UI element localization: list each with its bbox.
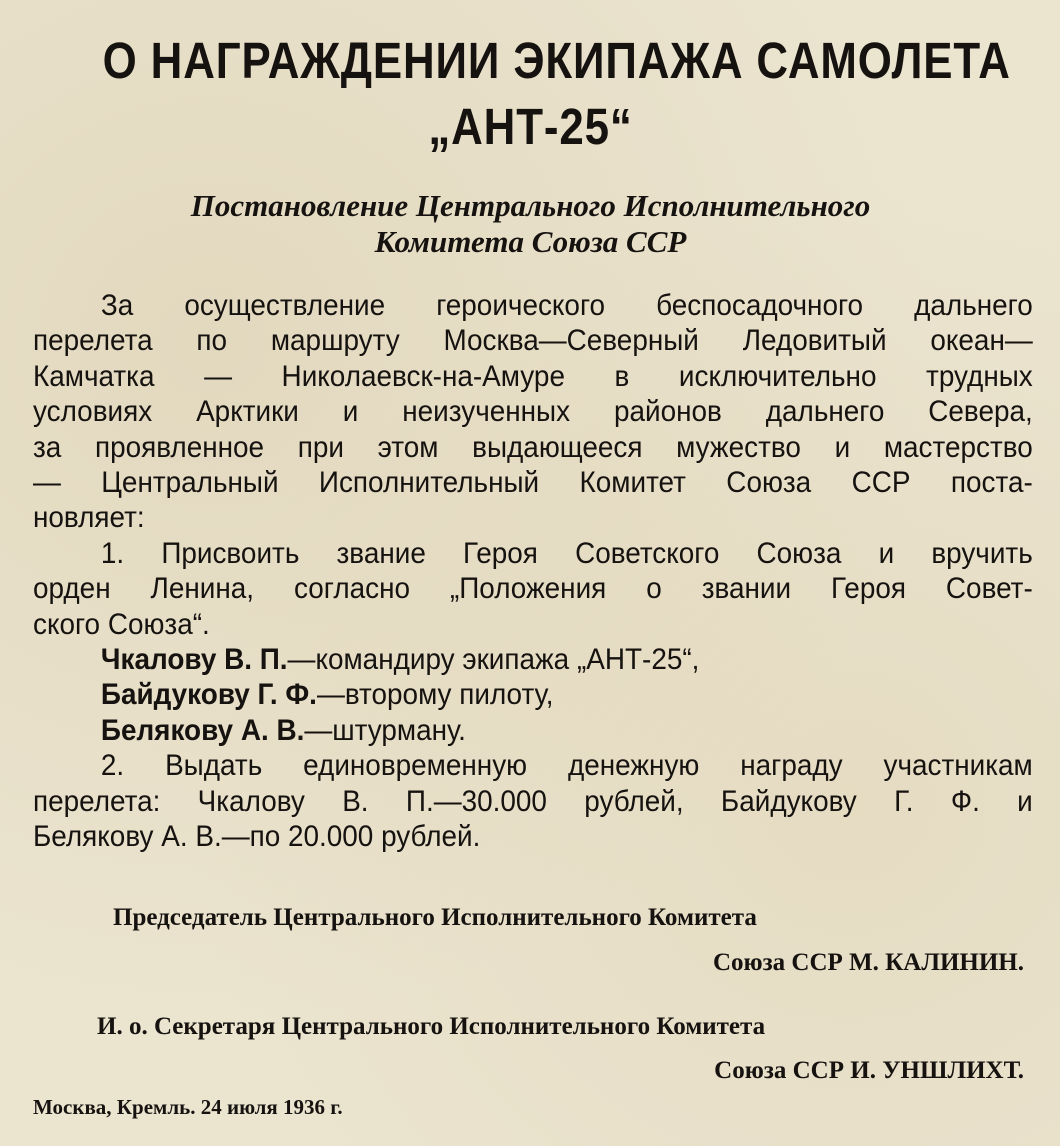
awardee-row bbox=[33, 713, 1033, 748]
awardee-name: Байдукову Г. Ф. bbox=[100, 678, 317, 712]
awardees-list bbox=[33, 642, 1033, 748]
awardee-name: Чкалову В. П. bbox=[100, 643, 288, 677]
item-2-line: перелета: Чкалову В. П.—30.000 рублей, Байдукову Г. Ф. и bbox=[33, 784, 1033, 818]
awardee-row bbox=[33, 677, 1033, 712]
awardee-row bbox=[33, 642, 1033, 677]
preamble-line: новляет: bbox=[33, 501, 145, 535]
awardee-role: —штурману. bbox=[304, 713, 466, 747]
awardee-name: Белякову А. В. bbox=[100, 713, 305, 747]
preamble-line: — Центральный Исполнительный Комитет Союза ССР поста- bbox=[33, 466, 1033, 500]
preamble-line: перелета по маршруту Москва—Северный Ледовитый океан— bbox=[33, 324, 1033, 358]
awardee-role: —командиру экипажа „АНТ-25“, bbox=[287, 643, 700, 677]
chairman-name: Союза ССР М. КАЛИНИН. bbox=[712, 949, 1024, 976]
subtitle bbox=[33, 188, 1028, 260]
subtitle-line-2: Комитета Союза ССР bbox=[374, 224, 687, 259]
place-and-date: Москва, Кремль. 24 июля 1936 г. bbox=[33, 1095, 343, 1119]
item-2-line: 2. Выдать единовременную денежную награду участникам bbox=[100, 749, 1033, 783]
item-1-line: 1. Присвоить звание Героя Советского Союза и вручить bbox=[100, 536, 1033, 570]
item-1-line: орден Ленина, согласно „Положения о звании Героя Совет- bbox=[33, 572, 1033, 606]
item-1-line: ского Союза“. bbox=[33, 607, 210, 641]
preamble-line: условиях Арктики и неизученных районов дальнего Севера, bbox=[33, 395, 1033, 429]
title-line-1: О НАГРАЖДЕНИИ ЭКИПАЖА САМОЛЕТА bbox=[102, 32, 1011, 89]
item-1-paragraph bbox=[33, 536, 1033, 642]
secretary-role: И. о. Секретаря Центрального Исполнительного Комитета bbox=[97, 1013, 766, 1040]
decree-body bbox=[33, 288, 1033, 855]
preamble-line: за проявленное при этом выдающееся мужество и мастерство bbox=[33, 430, 1033, 464]
title-line-2: „АНТ-25“ bbox=[428, 98, 633, 155]
item-2-paragraph bbox=[33, 748, 1033, 854]
item-2-line: Белякову А. В.—по 20.000 рублей. bbox=[33, 820, 481, 854]
secretary-name: Союза ССР И. УНШЛИХТ. bbox=[714, 1057, 1024, 1084]
awardee-role: —второму пилоту, bbox=[316, 678, 554, 712]
subtitle-line-1: Постановление Центрального Исполнительного bbox=[190, 188, 871, 223]
preamble-line: За осуществление героического беспосадочного дальнего bbox=[100, 289, 1033, 322]
preamble-paragraph bbox=[33, 288, 1033, 536]
page-title bbox=[102, 0, 1011, 160]
chairman-role: Председатель Центрального Исполнительного Комитета bbox=[113, 904, 757, 931]
preamble-line: Камчатка — Николаевск-на-Амуре в исключительно трудных bbox=[33, 359, 1033, 393]
